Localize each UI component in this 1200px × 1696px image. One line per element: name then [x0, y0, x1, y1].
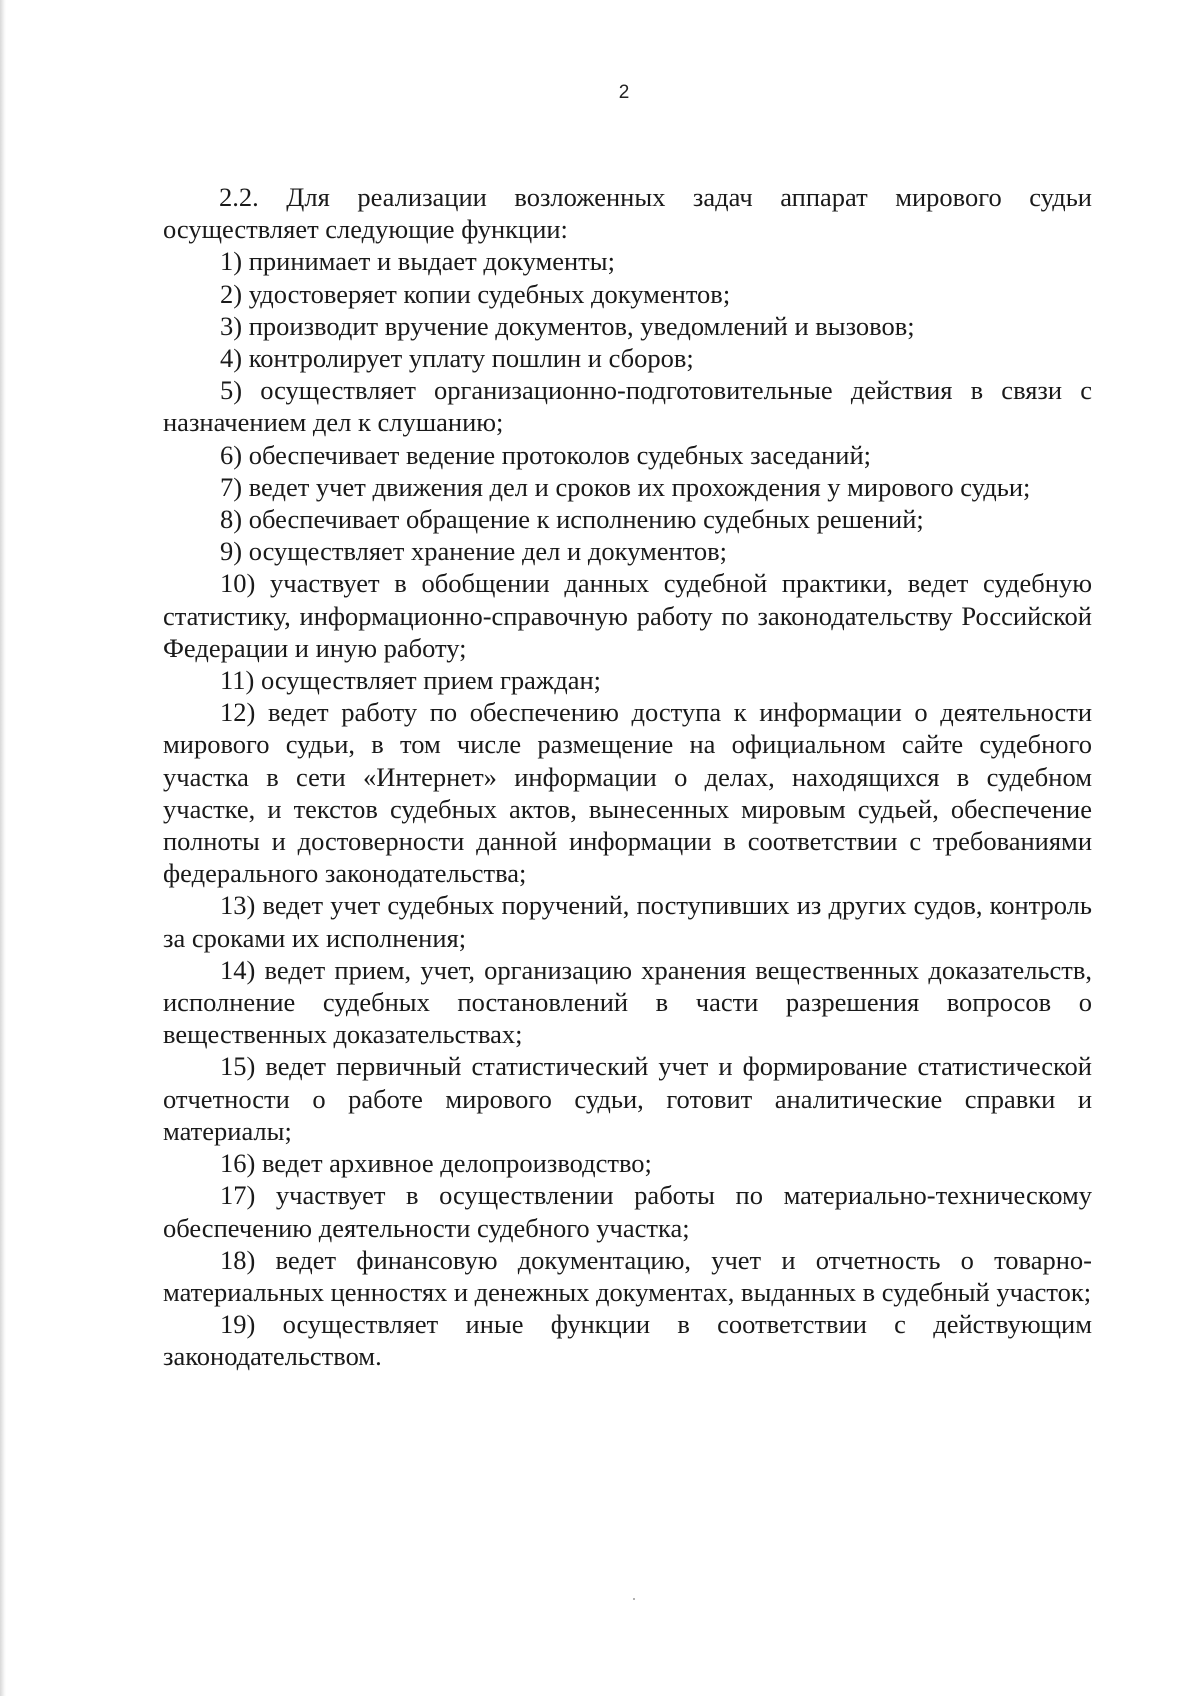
- list-item: 6) обеспечивает ведение протоколов судебных заседаний;: [220, 439, 872, 470]
- list-item: 7) ведет учет движения дел и сроков их прохождения у мирового судьи;: [220, 471, 1031, 502]
- list-item: 3) производит вручение документов, уведомлений и вызовов;: [220, 310, 915, 341]
- list-item: 19) осуществляет иные функции в соответствии с действующим законодательством.: [163, 1309, 1092, 1372]
- section-intro: 2.2. Для реализации возложенных задач аппарат мирового судьи осуществляет следующие функции:: [163, 182, 1092, 245]
- list-item: 1) принимает и выдает документы;: [220, 246, 615, 277]
- list-item: 13) ведет учет судебных поручений, поступивших из других судов, контроль за сроками их исполнения;: [163, 890, 1092, 953]
- list-item: 4) контролирует уплату пошлин и сборов;: [220, 343, 694, 374]
- list-item: 15) ведет первичный статистический учет и формирование статистической отчетности о работе мирового судьи, готовит аналитические справки и материалы;: [163, 1051, 1092, 1146]
- list-item: 17) участвует в осуществлении работы по материально-техническому обеспечению деятельности судебного участка;: [163, 1180, 1092, 1243]
- list-item: 18) ведет финансовую документацию, учет и отчетность о товарно-материальных ценностях и денежных документах, выданных в судебный участок;: [163, 1244, 1092, 1307]
- page-number: 2: [618, 82, 630, 103]
- list-item: 5) осуществляет организационно-подготовительные действия в связи с назначением дел к слушанию;: [163, 375, 1092, 438]
- list-item: 11) осуществляет прием граждан;: [220, 665, 602, 696]
- list-item: 14) ведет прием, учет, организацию хранения вещественных доказательств, исполнение судебных постановлений в части разрешения вопросов о вещественных доказательствах;: [163, 954, 1092, 1050]
- list-item: 8) обеспечивает обращение к исполнению судебных решений;: [220, 504, 924, 535]
- list-item: 9) осуществляет хранение дел и документов;: [220, 536, 728, 567]
- document-body: [163, 181, 1092, 1373]
- list-item: 10) участвует в обобщении данных судебной практики, ведет судебную статистику, информационно-справочную работу по законодательству Российской Федерации и иную работу;: [163, 568, 1092, 663]
- scan-speck: [633, 1598, 635, 1600]
- scan-edge: [0, 0, 6, 1696]
- list-item: 2) удостоверяет копии судебных документов;: [220, 278, 731, 309]
- list-item: 12) ведет работу по обеспечению доступа к информации о деятельности мирового судьи, в том числе размещение на официальном сайте судебного участка в сети «Интернет» информации о делах, находящихся в судебном участке, и текстов судебных актов, вынесенных мировым судьей, обеспечение полноты и достоверности данной информации в соответствии с требованиями федерального законодательства;: [163, 697, 1092, 889]
- list-item: 16) ведет архивное делопроизводство;: [220, 1148, 652, 1179]
